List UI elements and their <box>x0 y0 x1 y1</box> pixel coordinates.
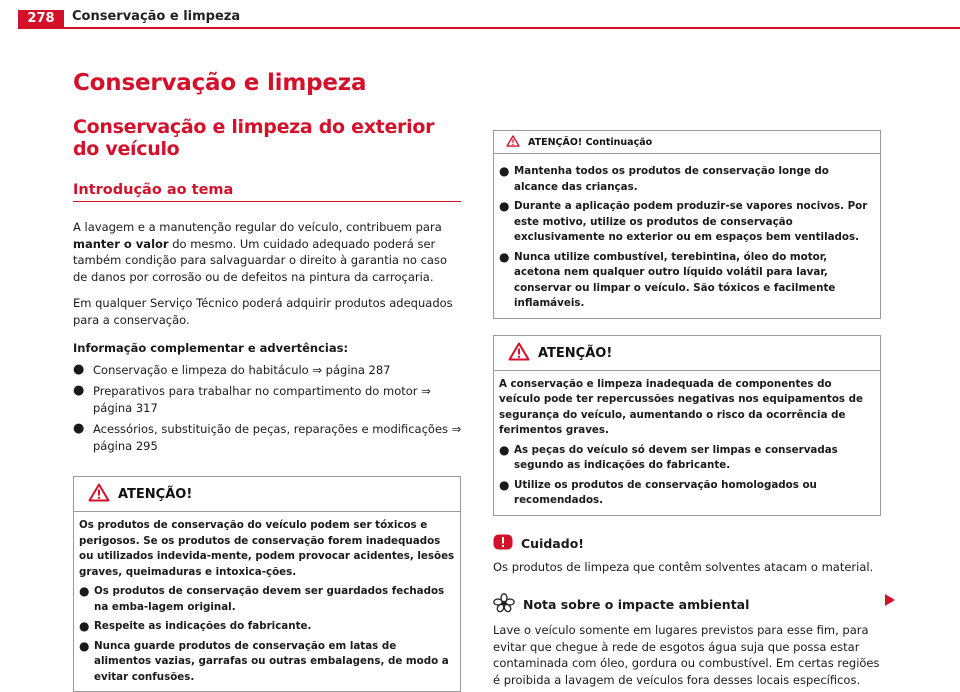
running-title: Conservação e limpeza <box>72 9 241 24</box>
warning-bullet <box>499 250 875 312</box>
chapter-title: Conservação e limpeza <box>73 70 367 96</box>
warning-heading-text: ATENÇÃO! <box>538 345 613 361</box>
page-header <box>0 0 960 28</box>
warning-continuation-heading-text: ATENÇÃO! Continuação <box>528 137 653 148</box>
warning-triangle-icon <box>88 483 110 506</box>
caution-heading-text: Cuidado! <box>521 535 584 551</box>
next-page-arrow-icon[interactable] <box>884 592 896 611</box>
warning-triangle-icon <box>508 342 530 365</box>
bullet-icon: ● <box>73 421 85 436</box>
left-column <box>73 70 463 692</box>
warning-box <box>73 476 461 692</box>
environment-flower-icon <box>493 593 515 616</box>
warning-bullet <box>499 478 875 509</box>
warning-box-2 <box>493 335 881 516</box>
warning-bullet <box>79 639 455 686</box>
warning-heading <box>494 336 880 371</box>
caution-text: Os produtos de limpeza que contêm solventes atacam o material. <box>493 559 874 574</box>
bullet-icon: ● <box>79 584 90 598</box>
warning-heading-text: ATENÇÃO! <box>118 487 193 502</box>
warning-bullet-text: Os produtos de conservação devem ser guardados fechados na emba-lagem original. <box>94 585 445 613</box>
paragraph-2: Em qualquer Serviço Técnico poderá adquirir produtos adequados para a conservação. <box>73 296 453 327</box>
bullet-icon: ● <box>73 361 85 377</box>
reference-text: Acessórios, substituição de peças, reparações e modificações <box>93 422 452 436</box>
warning-triangle-icon <box>506 135 520 150</box>
reference-item[interactable] <box>73 383 463 416</box>
reference-text: Conservação e limpeza do habitáculo <box>93 362 313 377</box>
reference-page: página 295 <box>93 438 158 453</box>
warning-body <box>494 371 880 515</box>
section-title: Conservação e limpeza do exterior do veículo <box>73 116 435 160</box>
intro-text-1: A lavagem e a manutenção regular do veículo, contribuem para <box>73 220 442 234</box>
bullet-icon: ● <box>499 164 510 178</box>
bullet-icon: ● <box>73 383 85 398</box>
reference-page: página 287 <box>322 362 391 377</box>
header-rule <box>18 27 960 29</box>
warning-bullet-text: Utilize os produtos de conservação homologados ou recomendados. <box>514 478 817 506</box>
warning-continuation-heading <box>494 131 880 154</box>
environment-text: Lave o veículo somente em lugares previstos para esse fim, para evitar que chegue à rede de esgotos água suja que possa estar contaminada com óleo, gordura ou combustível. Em certas regiões é proibida a lavagem de veículos fora desses locais específicos. <box>493 623 880 687</box>
caution-heading <box>493 534 883 553</box>
arrow-icon: ⇒ <box>421 384 431 398</box>
reference-item[interactable] <box>73 362 463 379</box>
environment-heading-text: Nota sobre o impacte ambiental <box>523 597 750 612</box>
reference-text: Preparativos para trabalhar no compartimento do motor <box>93 384 422 398</box>
info-heading: Informação complementar e advertências: <box>73 341 349 355</box>
warning-bullet <box>79 584 455 615</box>
warning-bullet-text: Nunca guarde produtos de conservação em latas de alimentos vazias, garrafas ou outras embalagens, de modo a evitar confusões. <box>94 639 449 683</box>
warning-bullet-text: Durante a aplicação podem produzir-se vapores nocivos. Por este motivo, utilize os produtos de conservação exclusivamente no exterior ou em espaços bem ventilados. <box>514 200 868 243</box>
intro-bold-text: manter o valor <box>73 236 169 251</box>
warning-bullet <box>79 619 455 635</box>
arrow-icon: ⇒ <box>312 362 323 377</box>
warning-bullet <box>499 164 875 195</box>
warning-continuation-box <box>493 130 881 319</box>
environment-heading <box>493 593 883 616</box>
warning-lead: A conservação e limpeza inadequada de componentes do veículo pode ter repercussões negativas nos equipamentos de segurança do veículo, aumentando o risco da ocorrência de ferimentos graves. <box>499 377 863 436</box>
warning-bullet-text: Nunca utilize combustível, terebintina, óleo do motor, acetona nem qualquer outro líquido volátil para lavar, conservar ou limpar o veículo. São tóxicos e facilmente inflamáveis. <box>514 250 836 309</box>
bullet-icon: ● <box>499 477 510 492</box>
warning-bullet <box>499 199 875 246</box>
bullet-icon: ● <box>79 638 90 653</box>
reference-item[interactable] <box>73 421 463 454</box>
warning-bullet-text: Respeite as indicações do fabricante. <box>94 620 312 632</box>
caution-icon <box>493 534 513 553</box>
warning-bullet-text: Mantenha todos os produtos de conservação longe do alcance das crianças. <box>514 165 829 193</box>
warning-bullet-text: As peças do veículo só devem ser limpas e conservadas segundo as indicações do fabricante. <box>514 443 838 471</box>
warning-body <box>74 512 460 691</box>
warning-continuation-body <box>494 154 880 318</box>
bullet-icon: ● <box>499 442 510 457</box>
subsection-title: Introdução ao tema <box>73 182 461 202</box>
arrow-icon: ⇒ <box>451 422 462 436</box>
warning-bullet <box>499 443 875 474</box>
bullet-icon: ● <box>79 619 90 633</box>
reference-page: página 317 <box>93 400 158 415</box>
warning-heading <box>74 477 460 512</box>
right-column <box>493 130 883 688</box>
bullet-icon: ● <box>499 249 510 264</box>
bullet-icon: ● <box>499 199 510 213</box>
intro-text-2: do mesmo. Um cuidado adequado poderá ser também condição para salvaguardar o direito à garantia no caso de danos por corrosão ou de defeitos na pintura da carroçaria. <box>73 236 447 284</box>
page-number: 278 <box>18 10 64 28</box>
warning-lead: Os produtos de conservação do veículo podem ser tóxicos e perigosos. Se os produtos de conservação forem inadequados ou utilizados indevida-mente, podem provocar acidentes, lesões graves, queimaduras e intoxica-ções. <box>79 519 455 578</box>
intro-paragraph <box>73 219 463 285</box>
